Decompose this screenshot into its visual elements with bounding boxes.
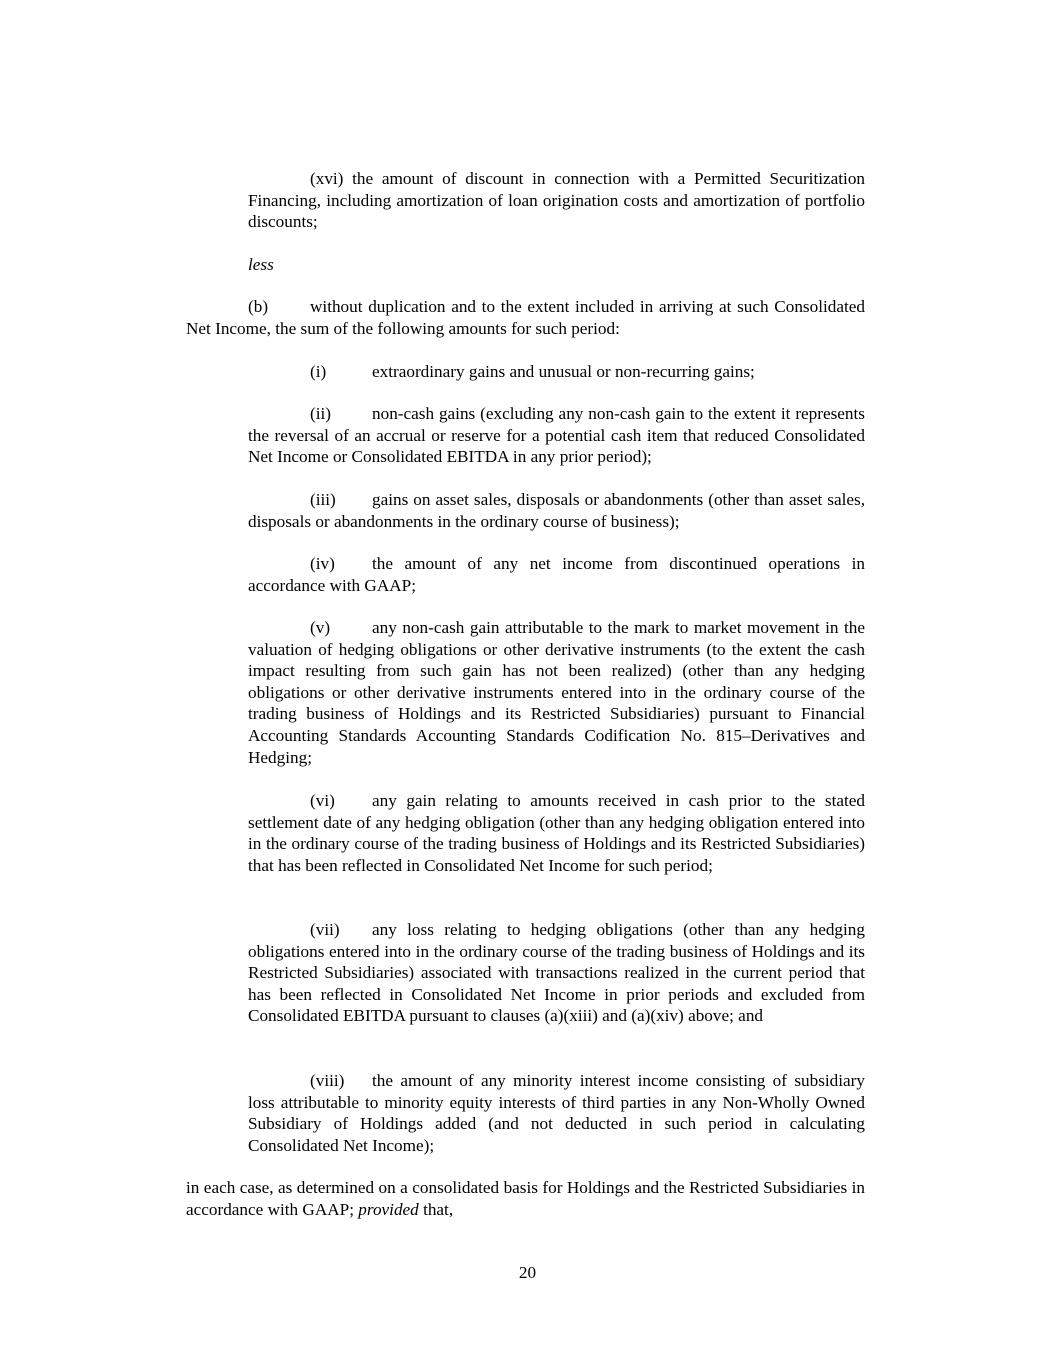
clause-ii-label: (ii) xyxy=(310,404,331,423)
clause-vii-text: any loss relating to hedging obligations (other than any hedging obligations entered into in the ordinary course of the trading business of Holdings and its Restricted Subsidiaries) associated with transactions realized in the current period that has been reflected in Consolidated Net Income in prior periods and excluded from Consolidated EBITDA pursuant to clauses (a)(xiii) and (a)(xiv) above; and xyxy=(248,920,865,1026)
clause-vii-label: (vii) xyxy=(310,920,340,939)
less-word: less xyxy=(248,255,274,274)
clause-ii xyxy=(248,403,865,468)
clause-vi xyxy=(248,790,865,876)
clause-b-text: without duplication and to the extent included in arriving at such Consolidated Net Income, the sum of the following amounts for such period: xyxy=(186,297,865,338)
clause-viii-label: (viii) xyxy=(310,1071,345,1090)
page-number: 20 xyxy=(518,1263,537,1282)
clause-iii-label: (iii) xyxy=(310,490,336,509)
clause-b-label: (b) xyxy=(248,297,269,316)
clause-viii xyxy=(248,1070,865,1156)
less-connector xyxy=(248,254,865,276)
closing-provided: provided xyxy=(358,1199,419,1219)
clause-xvi-label: (xvi) xyxy=(310,169,344,188)
clause-i xyxy=(248,361,865,383)
clause-iii xyxy=(248,489,865,532)
clause-ii-text: non-cash gains (excluding any non-cash gain to the extent it represents the reversal of an accrual or reserve for a potential cash item that reduced Consolidated Net Income or Consolidated EBITDA in any prior period); xyxy=(248,404,865,467)
clause-viii-text: the amount of any minority interest income consisting of subsidiary loss attributable to minority equity interests of third parties in any Non-Wholly Owned Subsidiary of Holdings added (and not deducted in such period in calculating Consolidated Net Income); xyxy=(248,1071,865,1155)
closing-paragraph xyxy=(186,1177,865,1220)
clause-i-label: (i) xyxy=(310,362,327,381)
clause-i-text: extraordinary gains and unusual or non-recurring gains; xyxy=(372,362,755,381)
clause-vi-text: any gain relating to amounts received in cash prior to the stated settlement date of any hedging obligation (other than any hedging obligation entered into in the ordinary course of the trading business of Holdings and its Restricted Subsidiaries) that has been reflected in Consolidated Net Income for such period; xyxy=(248,791,865,875)
clause-xvi-text: the amount of discount in connection with a Permitted Securitization Financing, including amortization of loan origination costs and amortization of portfolio discounts; xyxy=(248,169,866,232)
clause-v-label: (v) xyxy=(310,618,331,637)
closing-text-before: in each case, as determined on a consolidated basis for Holdings and the Restricted Subsidiaries in accordance with GAAP; xyxy=(186,1178,865,1219)
clause-vii xyxy=(248,919,865,1027)
clause-iv xyxy=(248,553,865,596)
clause-v xyxy=(248,617,865,768)
clause-iv-label: (iv) xyxy=(310,554,335,573)
clause-xvi xyxy=(248,168,865,233)
clause-iv-text: the amount of any net income from discontinued operations in accordance with GAAP; xyxy=(248,554,865,595)
clause-iii-text: gains on asset sales, disposals or abandonments (other than asset sales, disposals or abandonments in the ordinary course of business); xyxy=(248,490,865,531)
clause-v-text: any non-cash gain attributable to the mark to market movement in the valuation of hedging obligations or other derivative instruments (to the extent the cash impact resulting from such gain has not been realized) (other than any hedging obligations or other derivative instruments entered into in the ordinary course of the trading business of Holdings and its Restricted Subsidiaries) pursuant to Financial Accounting Standards Accounting Standards Codification No. 815–Derivatives and Hedging; xyxy=(248,618,865,767)
clause-vi-label: (vi) xyxy=(310,791,335,810)
clause-b xyxy=(186,296,865,339)
closing-text-after: that, xyxy=(423,1199,454,1219)
